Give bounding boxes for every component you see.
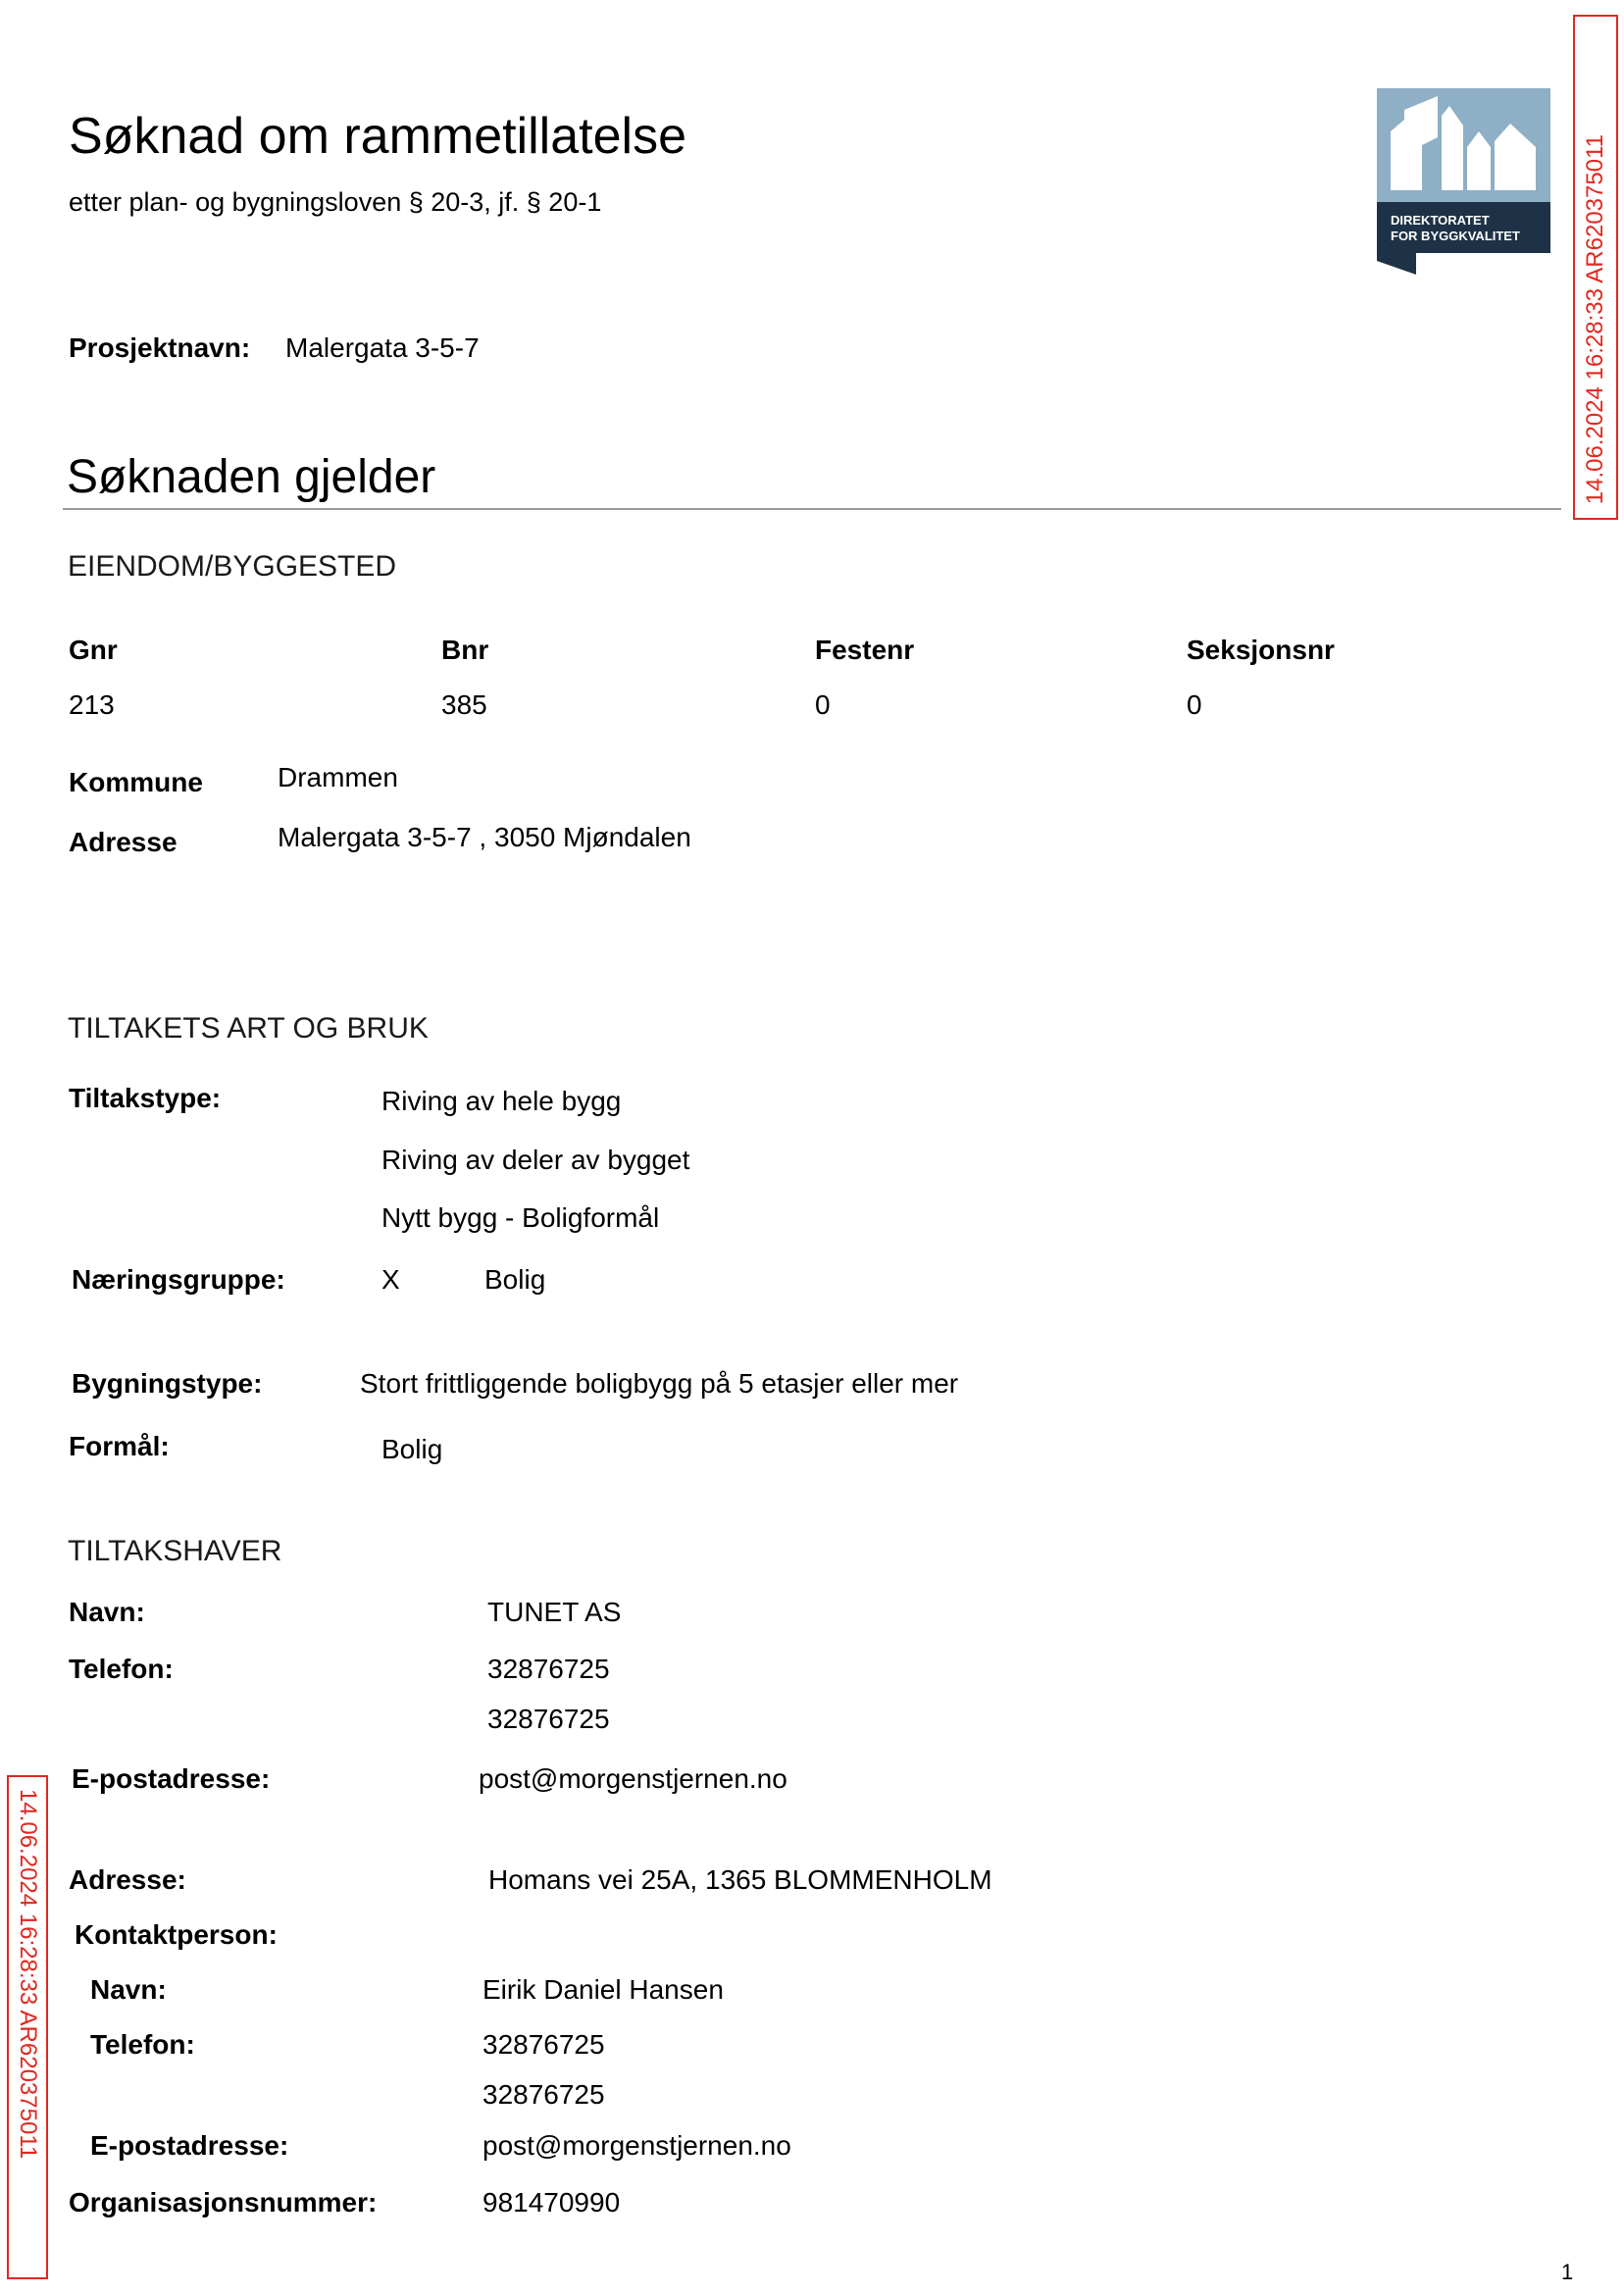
property-address-value: Malergata 3-5-7 , 3050 Mjøndalen: [278, 822, 691, 852]
contact-phone-value: 32876725: [482, 2079, 605, 2110]
contact-person-label: Kontaktperson:: [75, 1919, 278, 1950]
contact-phone-label: Telefon:: [90, 2029, 195, 2060]
section-divider: [63, 508, 1561, 510]
seksjonsnr-value: 0: [1187, 689, 1202, 720]
contact-email-value: post@morgenstjernen.no: [482, 2130, 791, 2161]
purpose-value: Bolig: [381, 1434, 443, 1464]
project-name-value: Malergata 3-5-7: [285, 332, 480, 363]
applicant-phone-label: Telefon:: [69, 1654, 174, 1684]
logo-flag-tail: [1377, 252, 1416, 275]
timestamp-stamp-left: [7, 1775, 48, 2279]
section-title: Søknaden gjelder: [67, 451, 436, 503]
project-name-label: Prosjektnavn:: [69, 332, 251, 363]
logo-text-line2: FOR BYGGKVALITET: [1391, 229, 1520, 243]
applicant-address-value: Homans vei 25A, 1365 BLOMMENHOLM: [488, 1864, 992, 1895]
building-type-value: Stort frittliggende boligbygg på 5 etasjer eller mer: [360, 1368, 959, 1399]
stamp-text: 14.06.2024 16:28:33 AR620375011: [15, 1789, 41, 2160]
stamp-text: 14.06.2024 16:28:33 AR620375011: [1582, 133, 1608, 504]
logo-band: [1377, 202, 1550, 253]
document-subtitle: etter plan- og bygningsloven § 20-3, jf. § 20-1: [69, 187, 602, 217]
industry-group-label: Næringsgruppe:: [72, 1264, 285, 1295]
logo-text-line1: DIREKTORATET: [1391, 213, 1490, 228]
kommune-label: Kommune: [69, 767, 203, 797]
kommune-value: Drammen: [278, 762, 398, 792]
industry-group-value: Bolig: [484, 1264, 546, 1295]
property-heading: EIENDOM/BYGGESTED: [68, 550, 397, 583]
property-address-label: Adresse: [69, 827, 178, 857]
applicant-email-value: post@morgenstjernen.no: [479, 1763, 787, 1794]
industry-group-code: X: [381, 1264, 400, 1295]
org-number-label: Organisasjonsnummer:: [69, 2187, 378, 2218]
timestamp-stamp-right: [1573, 15, 1618, 520]
festenr-value: 0: [815, 689, 831, 720]
org-number-value: 981470990: [482, 2187, 621, 2218]
measure-type-label: Tiltakstype:: [69, 1083, 222, 1113]
gnr-label: Gnr: [69, 635, 118, 665]
contact-phone-value: 32876725: [482, 2029, 605, 2060]
purpose-label: Formål:: [69, 1431, 170, 1461]
applicant-phone-value: 32876725: [487, 1704, 610, 1734]
applicant-email-label: E-postadresse:: [72, 1763, 271, 1794]
gnr-value: 213: [69, 689, 115, 720]
page-number: 1: [1561, 2260, 1574, 2284]
measure-type-value: Riving av deler av bygget: [381, 1145, 690, 1175]
contact-name-label: Navn:: [90, 1974, 167, 2005]
building-type-label: Bygningstype:: [72, 1368, 263, 1399]
measure-heading: TILTAKETS ART OG BRUK: [68, 1012, 429, 1045]
applicant-name-value: TUNET AS: [487, 1597, 622, 1627]
applicant-address-label: Adresse:: [69, 1864, 186, 1895]
dibk-logo: [1377, 88, 1550, 275]
seksjonsnr-label: Seksjonsnr: [1187, 635, 1335, 665]
applicant-phone-value: 32876725: [487, 1654, 610, 1684]
bnr-label: Bnr: [441, 635, 489, 665]
measure-type-value: Nytt bygg - Boligformål: [381, 1202, 660, 1233]
document-title: Søknad om rammetillatelse: [69, 108, 686, 165]
bnr-value: 385: [441, 689, 487, 720]
measure-type-value: Riving av hele bygg: [381, 1086, 622, 1116]
applicant-name-label: Navn:: [69, 1597, 145, 1627]
applicant-heading: TILTAKSHAVER: [68, 1535, 282, 1567]
contact-email-label: E-postadresse:: [90, 2130, 289, 2161]
festenr-label: Festenr: [815, 635, 915, 665]
contact-name-value: Eirik Daniel Hansen: [482, 1974, 724, 2005]
